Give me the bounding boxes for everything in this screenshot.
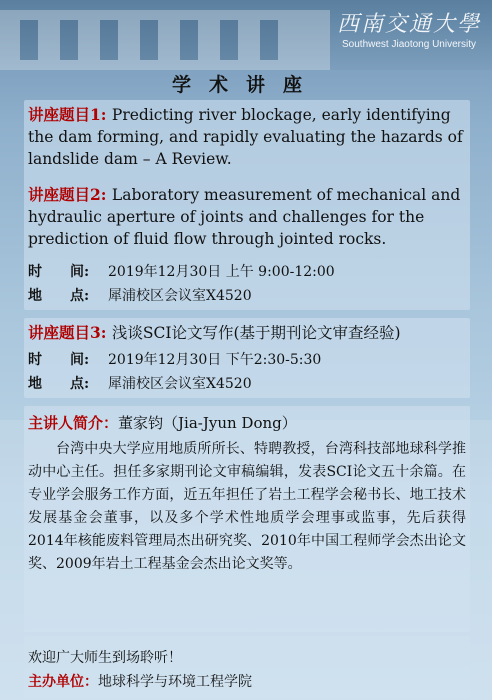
university-logo bbox=[334, 12, 484, 52]
speaker-label: 主讲人简介： bbox=[28, 414, 119, 432]
time-value: 2019年12月30日 上午 9:00-12:00 bbox=[108, 264, 335, 280]
topic-3-text: 浅谈SCI论文写作(基于期刊论文审查经验) bbox=[111, 324, 401, 342]
speaker-heading bbox=[28, 412, 468, 434]
host-value: 地球科学与环境工程学院 bbox=[98, 674, 252, 690]
topic-1 bbox=[28, 104, 468, 170]
speaker-name: 董家钧（Jia-Jyun Dong） bbox=[118, 414, 297, 432]
session-1-place bbox=[28, 286, 468, 306]
place-value: 犀浦校区会议室X4520 bbox=[108, 288, 252, 304]
host-line bbox=[28, 672, 252, 692]
place-label: 地 点: bbox=[28, 376, 90, 392]
session-2-place bbox=[28, 374, 468, 394]
place-label: 地 点: bbox=[28, 288, 90, 304]
session-1-time bbox=[28, 262, 468, 282]
session-2-time bbox=[28, 350, 468, 370]
time-label: 时 间: bbox=[28, 352, 90, 368]
topic-3-label: 讲座题目3: bbox=[28, 323, 112, 342]
time-value: 2019年12月30日 下午2:30-5:30 bbox=[108, 352, 322, 368]
topic-1-text: Predicting river blockage, early identifying the dam forming, and rapidly evaluating the hazards of landslide dam – A Review. bbox=[28, 106, 463, 168]
topic-2-label: 讲座题目2: bbox=[28, 185, 112, 204]
logo-en: Southwest Jiaotong University bbox=[342, 39, 476, 50]
topic-3 bbox=[28, 322, 478, 344]
host-label: 主办单位： bbox=[28, 674, 98, 690]
logo-cn: 西南交通大學 bbox=[336, 12, 481, 37]
time-label: 时 间: bbox=[28, 264, 90, 280]
speaker-bio: 台湾中央大学应用地质所所长、特聘教授，台湾科技部地球科学推动中心主任。担任多家期刊论文审稿编辑，发表SCI论文五十余篇。在专业学会服务工作方面，近五年担任了岩土工程学会秘书长、地工技术发展基金会董事，以及多个学术性地质学会理事或监事，先后获得2014年核能废料管理局杰出研究奖、2010年中国工程师学会杰出论文奖、2009年岩土工程基金会杰出论文奖等。 bbox=[28, 441, 466, 572]
topic-1-label: 讲座题目1: bbox=[28, 105, 112, 124]
page-title: 学术讲座 bbox=[171, 74, 320, 96]
topic-2 bbox=[28, 184, 468, 250]
place-value: 犀浦校区会议室X4520 bbox=[108, 376, 252, 392]
welcome-text: 欢迎广大师生到场聆听！ bbox=[28, 650, 182, 666]
topic-2-text: Laboratory measurement of mechanical and hydraulic aperture of joints and challenges for the prediction of fluid flow through jointed rocks. bbox=[28, 186, 461, 248]
